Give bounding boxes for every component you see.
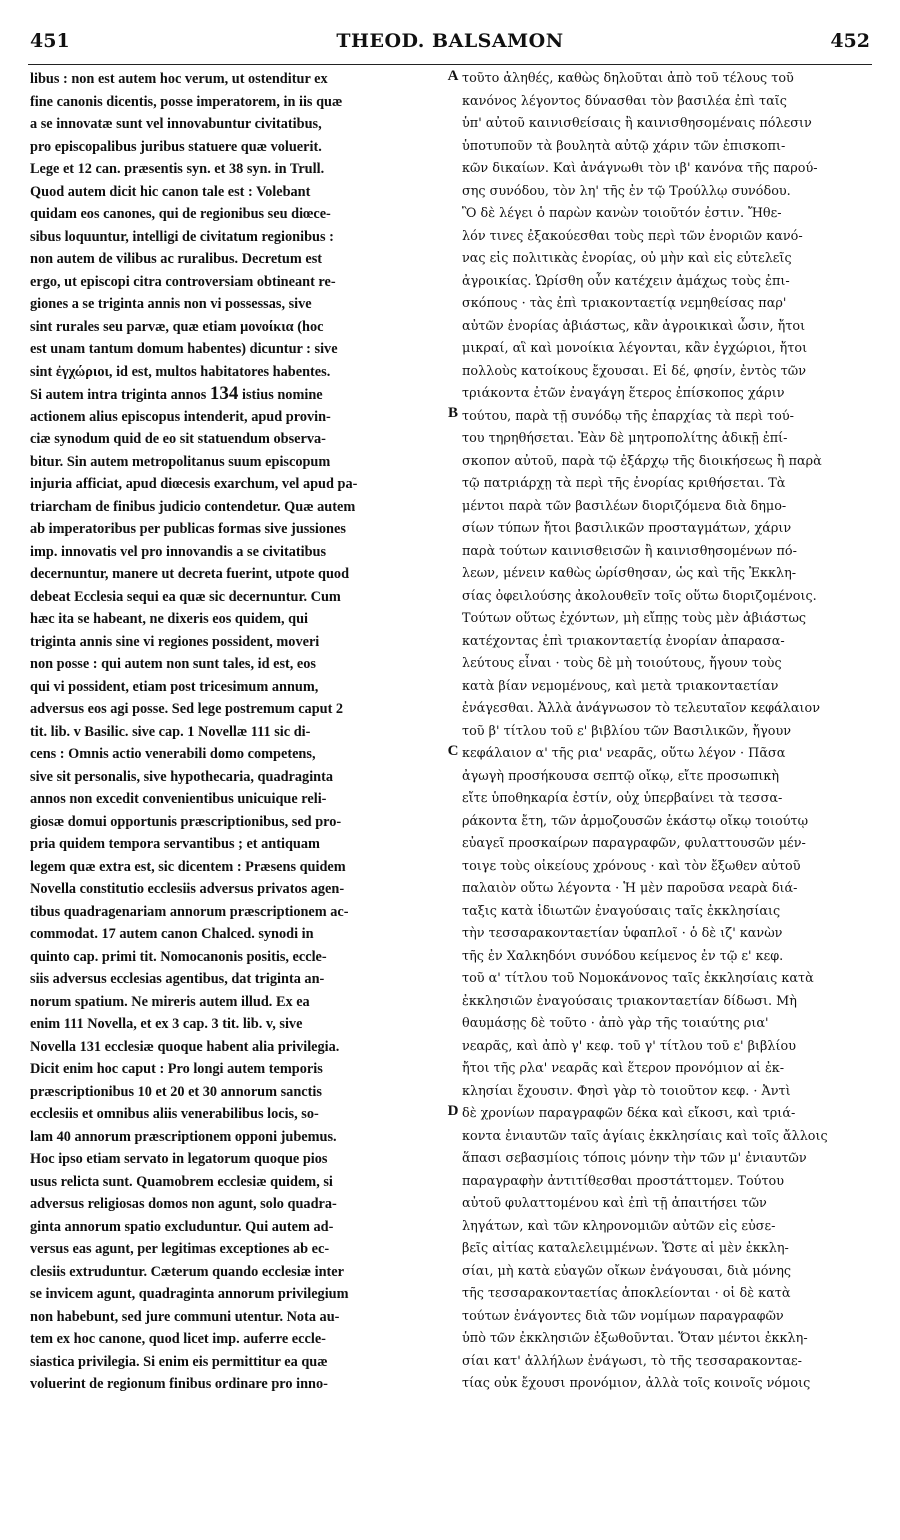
latin-line: fine canonis dicentis, posse imperatorem, in iis quæ: [30, 93, 343, 110]
latin-line: enim 111 Novella, et ex 3 cap. 3 tit. lib. v, sive: [30, 1016, 303, 1032]
greek-line: νας εἰς πολιτικὰς ἐνορίας, οὐ μὴν καὶ εἰς εὐτελεῖς: [462, 251, 792, 266]
latin-line: usus relicta sunt. Quamobrem ecclesiæ quidem, si: [30, 1173, 333, 1190]
greek-line: Τούτων οὕτως ἐχόντων, μὴ εἴπῃς τοὺς μὲν ἀβιάστως: [462, 611, 807, 626]
latin-line: ciæ synodum quid de eo sit statuendum observa-: [30, 431, 326, 447]
latin-line: siis adversus ecclesias agentibus, dat triginta an-: [30, 971, 325, 987]
latin-line: se invicem agunt, quadraginta annorum privilegium: [30, 1286, 349, 1302]
greek-line: μέντοι παρὰ τῶν βασιλέων διοριζόμενα διὰ δημο-: [462, 498, 787, 514]
latin-line: lam 40 annorum præscriptionem opponi jubemus.: [30, 1128, 337, 1145]
latin-line: Quod autem dicit hic canon tale est : Volebant: [30, 183, 311, 200]
latin-line: cens : Omnis actio venerabili domo competens,: [30, 746, 316, 762]
latin-line: qui vi possident, etiam post tricesimum annum,: [30, 678, 319, 695]
greek-line: κοντα ἐνιαυτῶν ταῖς ἁγίαις ἐκκλησίαις καὶ τοῖς ἄλλοις: [462, 1128, 828, 1144]
latin-line: ab imperatoribus per publicas formas sive jussiones: [30, 521, 346, 537]
greek-line: λεύτους εἶναι · τοὺς δὲ μὴ τοιούτους, ἤγουν τοὺς: [462, 656, 782, 671]
latin-line: injuria afficiat, apud diœcesis exarchum, vel apud pa-: [30, 476, 358, 492]
greek-column: [462, 68, 870, 1508]
greek-line: Ὃ δὲ λέγει ὁ παρὼν κανὼν τοιοῦτόν ἐστιν. Ἤθε-: [462, 206, 782, 221]
greek-line: τῆς τεσσαρακονταετίας ἀποκλείονται · οἱ δὲ κατὰ: [462, 1286, 791, 1301]
latin-line: tem ex hoc canone, quod licet imp. auferre eccle-: [30, 1331, 326, 1347]
greek-line: σίας ὀφειλούσης ἀκολουθεῖν τοῖς οὕτω διοριζομένοις.: [462, 588, 817, 604]
latin-line: Lege et 12 can. præsentis syn. et 38 syn. in Trull.: [30, 161, 325, 177]
greek-line: σης συνόδου, τὸν λη' τῆς ἐν τῷ Τρούλλῳ συνόδου.: [462, 183, 791, 199]
greek-line: σκοπον αὐτοῦ, παρὰ τῷ ἐξάρχῳ τῆς διοικήσεως ἢ παρὰ: [462, 453, 822, 469]
greek-line: του τηρηθήσεται. Ἐὰν δὲ μητροπολίτης ἀδικῇ ἐπί-: [462, 431, 788, 446]
latin-line: [30, 383, 442, 406]
column-number: 134: [209, 383, 239, 404]
latin-line: pro episcopalibus juribus statuere quæ voluerit.: [30, 138, 322, 155]
greek-line: δὲ χρονίων παραγραφῶν δέκα καὶ εἴκοσι, καὶ τριά-: [462, 1106, 796, 1121]
greek-line: παραγραφὴν ἀντιτίθεσθαι προστάττομεν. Τούτου: [462, 1173, 785, 1189]
latin-line: actionem alius episcopus intenderit, apud provin-: [30, 408, 331, 425]
greek-line: τὴν τεσσαρακονταετίαν ὑφαπλοῖ · ὁ δὲ ιζ' κανὼν: [462, 926, 783, 941]
margin-marker-c: C: [447, 743, 459, 759]
latin-line: ergo, ut episcopi citra controversiam obtineant re-: [30, 273, 336, 290]
latin-line: libus : non est autem hoc verum, ut ostenditur ex: [30, 71, 328, 87]
latin-line: non habebunt, sed jure communi utentur. Nota au-: [30, 1308, 340, 1325]
greek-line: ἀγωγὴ προσήκουσα σεπτῷ οἴκῳ, εἴτε προσωπικὴ: [462, 768, 780, 784]
latin-line: tibus quadragenariam annorum præscriptionem ac-: [30, 903, 349, 920]
latin-line: decernuntur, manere ut decreta fuerint, utpote quod: [30, 566, 350, 582]
latin-line: ginta annorum spatio excluduntur. Qui autem ad-: [30, 1218, 334, 1235]
latin-line: pria quidem tempora servantibus ; et antiquam: [30, 836, 320, 852]
greek-line: κλησίαι ἔχουσιν. Φησὶ γὰρ τὸ τοιοῦτον κεφ. · Ἀντὶ: [462, 1083, 791, 1099]
latin-line: hæc ita se habeant, ne dixeris eos quidem, qui: [30, 611, 309, 627]
running-title: THEOD. BALSAMON: [336, 30, 564, 52]
latin-line: debeat Ecclesia sequi ea quæ sic decernuntur. Cum: [30, 588, 341, 605]
latin-line: est unam tantum domum habentes) dicuntur : sive: [30, 341, 338, 357]
greek-line: κανόνος λέγοντος δύνασθαι τὸν βασιλέα ἐπὶ ταῖς: [462, 93, 787, 109]
latin-line: non posse : qui autem non sunt tales, id est, eos: [30, 656, 316, 672]
greek-line: λεων, μένειν καθὼς ὡρίσθησαν, ὡς καὶ τῆς Ἐκκλη-: [462, 566, 797, 581]
greek-line: τίας οὐκ ἔχουσι προνόμιον, ἀλλὰ τοῖς κοινοῖς νόμοις: [462, 1376, 811, 1391]
greek-line: ὑπ' αὐτοῦ καινισθείσαις ἢ καινισθησομέναις πόλεσιν: [462, 116, 812, 131]
latin-line: præscriptionibus 10 et 20 et 30 annorum sanctis: [30, 1083, 322, 1100]
latin-line: sive sit personalis, sive hypothecaria, quadraginta: [30, 768, 334, 785]
greek-line: κῶν δικαίων. Καὶ ἀνάγνωθι τὸν ιβ' κανόνα τῆς παρού-: [462, 161, 818, 176]
greek-line: ἐκκλησιῶν ἐναγούσαις τριακονταετίαν δίδωσι. Μὴ: [462, 993, 797, 1009]
greek-line: εὐαγεῖ προσκαίρων παραγραφῶν, φυλαττουσῶν μέν-: [462, 836, 806, 851]
margin-marker-a: A: [447, 68, 459, 84]
running-header: [30, 30, 870, 60]
latin-line: commodat. 17 autem canon Chalced. synodi in: [30, 926, 314, 942]
latin-line: adversus eos agi posse. Sed lege postremum caput 2: [30, 701, 344, 717]
greek-line: κατὰ βίαν νεμομένους, καὶ μετὰ τριακονταετίαν: [462, 678, 779, 694]
greek-line: βεῖς αἰτίας καταλελειμμένων. Ὥστε αἱ μὲν ἐκκλη-: [462, 1241, 789, 1256]
greek-line: κατέχοντας ἐπὶ τριακονταετίᾳ ἐνορίαν ἀπαρασα-: [462, 633, 785, 649]
latin-line: annos non excedit convenientibus unicuique reli-: [30, 791, 327, 807]
latin-line: versus eas agunt, per legitimas exceptiones ab ec-: [30, 1241, 330, 1257]
latin-line: giones a se triginta annis non vi possessas, sive: [30, 296, 312, 312]
greek-line: σίαι, μὴ κατὰ εὐαγῶν οἴκων ἐνάγουσαι, διὰ μόνης: [462, 1263, 792, 1279]
latin-line: Dicit enim hoc caput : Pro longi autem temporis: [30, 1061, 323, 1077]
greek-line: τοῦ α' τίτλου τοῦ Νομοκάνονος ταῖς ἐκκλησίαις κατὰ: [462, 971, 814, 986]
page-number-right: 452: [830, 30, 870, 52]
latin-line: triginta annis sine vi regiones possident, moveri: [30, 633, 320, 650]
latin-line: clesiis extruduntur. Cæterum quando ecclesiæ inter: [30, 1263, 344, 1280]
greek-line: μικραί, αἳ καὶ μονοίκια λέγονται, κἂν ἐγχώριοι, ἤτοι: [462, 341, 808, 356]
header-rule: [28, 64, 872, 65]
greek-line: ράκοντα ἔτη, τῶν ἁρμοζουσῶν ἑκάστῳ οἴκῳ τοιούτῳ: [462, 813, 809, 829]
greek-line: παρὰ τούτων καινισθεισῶν ἢ καινισθησομένων πό-: [462, 543, 797, 559]
margin-marker-b: B: [447, 405, 458, 421]
greek-line: τριάκοντα ἐτῶν ἐναγάγη ἕτερος ἐπίσκοπος χάριν: [462, 386, 785, 401]
greek-line: ἤτοι τῆς ρλα' νεαρᾶς καὶ ἕτερον προνόμιον αἱ ἐκ-: [462, 1061, 785, 1076]
latin-line: imp. innovatis vel pro innovandis a se civitatibus: [30, 543, 327, 560]
greek-line: τῆς ἐν Χαλκηδόνι συνόδου κείμενος ἐν τῷ ε' κεφ.: [462, 948, 784, 964]
latin-line: Novella 131 ecclesiæ quoque habent alia privilegia.: [30, 1038, 340, 1055]
latin-line: giosæ domui opportunis præscriptionibus, sed pro-: [30, 813, 342, 830]
greek-line: σκόπους · τὰς ἐπὶ τριακονταετίᾳ νεμηθείσας παρ': [462, 296, 787, 311]
greek-line: ληγάτων, καὶ τῶν κληρονομιῶν αὐτῶν εἰς εὐσε-: [462, 1218, 776, 1234]
greek-line: τοιγε τοὺς οἰκείους χρόνους · καὶ τὸν ἔξωθεν αὐτοῦ: [462, 858, 801, 874]
latin-column: [30, 68, 442, 1508]
latin-line-text: Si autem intra triginta annos: [30, 387, 207, 403]
greek-line: ὑποτυποῦν τὰ βουλητὰ αὐτῷ χάριν τῶν ἐπισκοπι-: [462, 138, 786, 154]
greek-line: θαυμάσῃς δὲ τοῦτο · ἀπὸ γὰρ τῆς τοιαύτης ρια': [462, 1016, 769, 1031]
greek-line: ὑπὸ τῶν ἐκκλησιῶν ἐξωθοῦνται. Ὅταν μέντοι ἐκκλη-: [462, 1331, 808, 1346]
latin-line: sint rurales seu parvæ, quæ etiam μονοίκια (hoc: [30, 318, 324, 335]
latin-line: quinto cap. primi tit. Nomocanonis positis, eccle-: [30, 948, 327, 965]
latin-line: Novella constitutio ecclesiis adversus privatos agen-: [30, 881, 345, 897]
latin-line: sibus loquuntur, intelligi de civitatum regionibus :: [30, 228, 334, 245]
greek-line: τοῦ β' τίτλου τοῦ ε' βιβλίου τῶν Βασιλικῶν, ἤγουν: [462, 723, 792, 739]
greek-line: τοῦτο ἀληθές, καθὼς δηλοῦται ἀπὸ τοῦ τέλους τοῦ: [462, 71, 794, 86]
latin-line: sint ἐγχώριοι, id est, multos habitatores habentes.: [30, 363, 331, 380]
latin-line: Hoc ipso etiam servato in legatorum quoque pios: [30, 1151, 328, 1167]
greek-line: τούτου, παρὰ τῇ συνόδῳ τῆς ἐπαρχίας τὰ περὶ τού-: [462, 408, 794, 424]
latin-line: legem quæ extra est, sic dicentem : Præsens quidem: [30, 858, 346, 875]
greek-line: αὐτοῦ φυλαττομένου καὶ ἐπὶ τῇ ἀπαιτήσει τῶν: [462, 1196, 767, 1211]
greek-line: σίων τύπων ἤτοι βασιλικῶν προσταγμάτων, χάριν: [462, 521, 792, 536]
greek-line: ἀγροικίας. Ὡρίσθη οὖν κατέχειν ἀμάχως τοὺς ἐπι-: [462, 273, 790, 289]
greek-line: παλαιὸν οὕτω λέγοντα · Ἡ μὲν παροῦσα νεαρὰ διά-: [462, 881, 798, 896]
latin-line: norum spatium. Ne mireris autem illud. Ex ea: [30, 993, 310, 1010]
greek-line: ἐνάγεσθαι. Ἀλλὰ ἀνάγνωσον τὸ τελευταῖον κεφάλαιον: [462, 701, 821, 716]
greek-line: νεαρᾶς, καὶ ἀπὸ γ' κεφ. τοῦ γ' τίτλου τοῦ ε' βιβλίου: [462, 1038, 796, 1054]
latin-line: bitur. Sin autem metropolitanus suum episcopum: [30, 453, 331, 470]
latin-line: quidam eos canones, qui de regionibus seu diœce-: [30, 206, 331, 222]
page-number-left: 451: [30, 30, 70, 52]
latin-line: a se innovatæ sunt vel innovabuntur civitatibus,: [30, 116, 322, 132]
latin-line: ecclesiis et omnibus aliis venerabilibus locis, so-: [30, 1106, 319, 1122]
latin-line: voluerint de regionum finibus ordinare pro inno-: [30, 1376, 328, 1392]
latin-line: non autem de vilibus ac ruralibus. Decretum est: [30, 251, 323, 267]
greek-line: πολλοὺς κατοίκους ἔχουσαι. Εἰ δέ, φησίν, ἐντὸς τῶν: [462, 363, 806, 379]
latin-line: tit. lib. v Basilic. sive cap. 1 Novellæ 111 sic di-: [30, 723, 311, 740]
greek-line: σίαι κατ' ἀλλήλων ἐνάγωσι, τὸ τῆς τεσσαρακονταε-: [462, 1353, 802, 1369]
greek-line: αὐτῶν ἐνορίας ἀβιάστως, κἂν ἀγροικικαὶ ὦσιν, ἤτοι: [462, 318, 806, 334]
greek-line: εἴτε ὑποθηκαρία ἐστίν, οὐχ ὑπερβαίνει τὰ τεσσα-: [462, 791, 783, 806]
greek-line: ἅπασι σεβασμίοις τόποις μόνην τὴν τῶν μ' ἐνιαυτῶν: [462, 1151, 807, 1166]
latin-line: adversus religiosas domos non agunt, solo quadra-: [30, 1196, 337, 1212]
greek-line: ταξις κατὰ ἰδιωτῶν ἐναγούσαις ταῖς ἐκκλησίαις: [462, 903, 781, 919]
latin-line-text: istius nomine: [242, 387, 323, 403]
greek-line: λόν τινες ἐξακούεσθαι τοὺς περὶ τῶν ἐνοριῶν κανό-: [462, 228, 803, 244]
margin-marker-d: D: [447, 1103, 459, 1119]
greek-line: τῷ πατριάρχῃ τὰ περὶ τῆς ἐνορίας κριθήσεται. Τὰ: [462, 476, 786, 491]
greek-line: κεφάλαιον α' τῆς ρια' νεαρᾶς, οὕτω λέγον · Πᾶσα: [462, 746, 786, 761]
latin-line: siastica privilegia. Si enim eis permittitur ea quæ: [30, 1353, 328, 1370]
latin-line: triarcham de finibus judicio contendetur. Quæ autem: [30, 498, 356, 515]
greek-line: τούτων ἐνάγοντες διὰ τῶν νομίμων παραγραφῶν: [462, 1308, 784, 1324]
